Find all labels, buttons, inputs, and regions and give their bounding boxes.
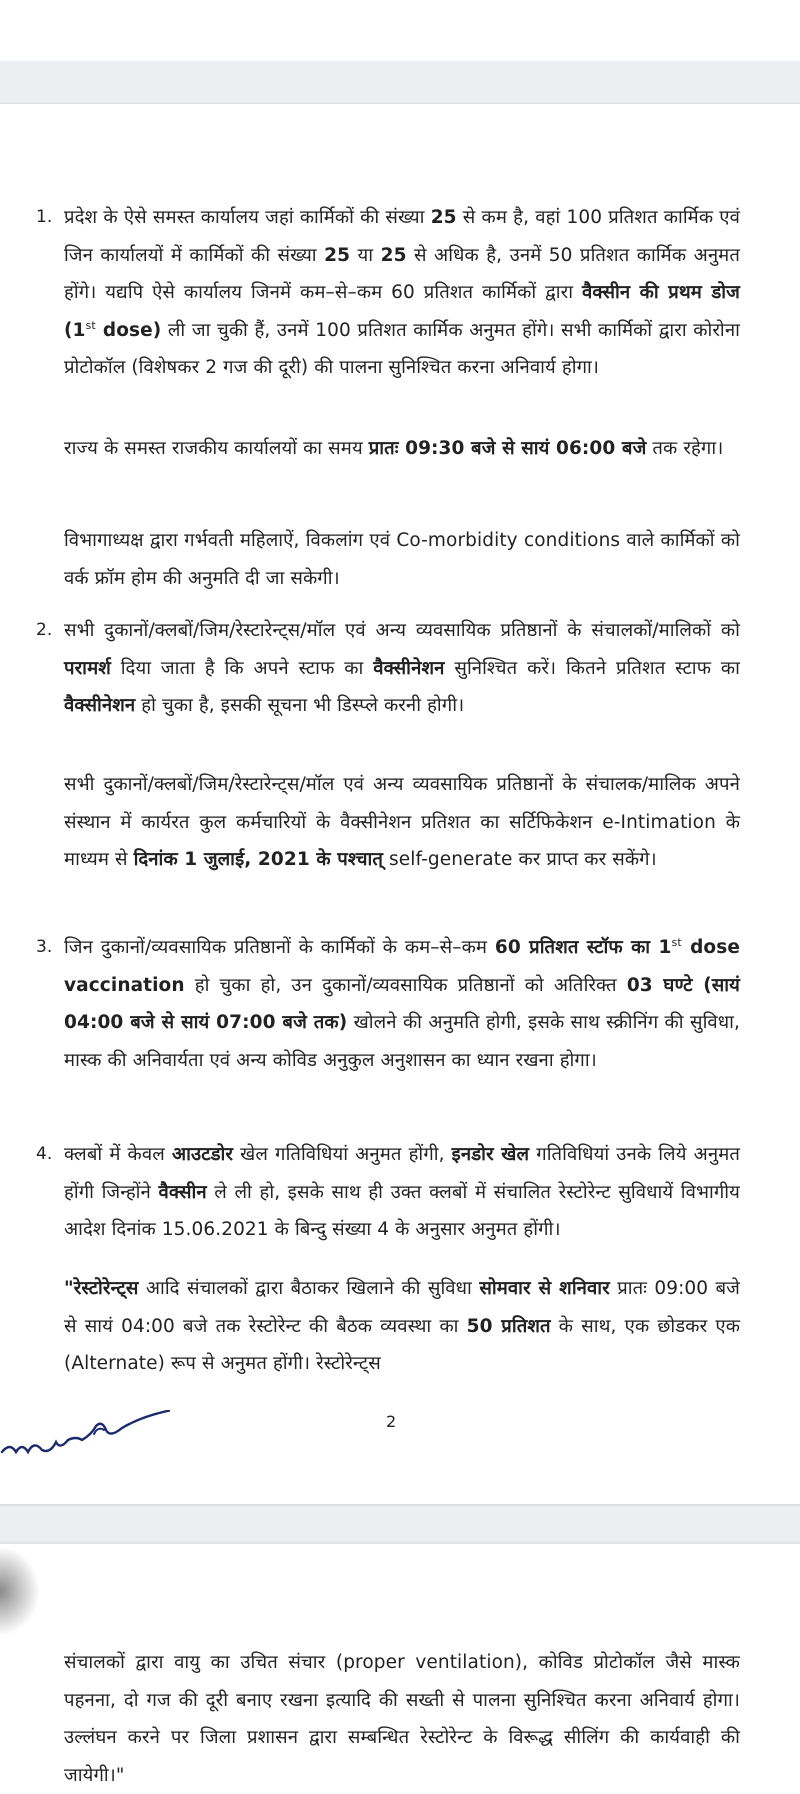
item-2-certification: सभी दुकानों/क्लबों/जिम/रेस्टारेन्ट्स/मॉल एवं अन्य व्यवसायिक प्रतिष्ठानों के संचालक/मालिक अपने संस्थान में कार्यरत कुल कर्मचारियों के वैक्सीनेशन प्रतिशत का सर्टिफिकेशन e-Intimation के माध्यम से दिनांक 1 जुलाई, 2021 के पश्चात् self-generate कर प्राप्त कर सकेंगे। xyxy=(64,774,740,870)
top-page-gap xyxy=(0,0,800,104)
item-3-paragraph: जिन दुकानों/व्यवसायिक प्रतिष्ठानों के कार्मिकों के कम–से–कम 60 प्रतिशत स्टॉफ का 1st dose vaccination हो चुका हो, उन दुकानों/व्यवसायिक प्रतिष्ठानों को अतिरिक्त 03 घण्टे (सायं 04:00 बजे से सायं 07:00 बजे तक) खोलने की अनुमति होगी, इसके साथ स्क्रीनिंग की सुविधा, मास्क की अनिवार्यता एवं अन्य कोविड अनुकुल अनुशासन का ध्यान रखना होगा। xyxy=(64,935,741,1071)
page-separator xyxy=(0,1504,800,1544)
item-1-work-from-home: विभागाध्यक्ष द्वारा गर्भवती महिलाऐं, विकलांग एवं Co-morbidity conditions वाले कार्मिकों को वर्क फ्रॉम होम की अनुमति दी जा सकेगी। xyxy=(64,530,740,589)
item-number: 4. xyxy=(36,1144,53,1164)
finger-shadow xyxy=(0,1546,40,1636)
item-2-paragraph: सभी दुकानों/क्लबों/जिम/रेस्टारेन्ट्स/मॉल एवं अन्य व्यवसायिक प्रतिष्ठानों के संचालकों/मालिकों को परामर्श दिया जाता है कि अपने स्टाफ का वैक्सीनेशन सुनिश्चित करें। कितने प्रतिशत स्टाफ का वैक्सीनेशन हो चुका है, इसकी सूचना भी डिस्प्ले करनी होगी। xyxy=(64,620,740,716)
next-page-paragraph: संचालकों द्वारा वायु का उचित संचार (proper ventilation), कोविड प्रोटोकॉल जैसे मास्क पहनना, दो गज की दूरी बनाए रखना इत्यादि की सख्ती से पालना सुनिश्चित करना अनिवार्य होगा। उल्लंघन करने पर जिला प्रशासन द्वारा सम्बन्धित रेस्टोरेन्ट के विरूद्ध सीलिंग की कार्यवाही की जायेगी।" xyxy=(64,1652,740,1786)
item-4-paragraph: क्लबों में केवल आउटडोर खेल गतिविधियां अनुमत होंगी, इनडोर खेल गतिविधियां उनके लिये अनुमत होंगी जिन्होंने वैक्सीन ले ली हो, इसके साथ ही उक्त क्लबों में संचालित रेस्टोरेन्ट सुविधायें विभागीय आदेश दिनांक 15.06.2021 के बिन्दु संख्या 4 के अनुसार अनुमत होंगी। xyxy=(64,1144,740,1240)
page-number: 2 xyxy=(386,1412,397,1431)
item-1-office-hours: राज्य के समस्त राजकीय कार्यालयों का समय प्रातः 09:30 बजे से सायं 06:00 बजे तक रहेगा। xyxy=(64,438,724,459)
signature xyxy=(0,1410,170,1470)
item-1-paragraph: प्रदेश के ऐसे समस्त कार्यालय जहां कार्मिकों की संख्या 25 से कम है, वहां 100 प्रतिशत कार्मिक एवं जिन कार्यालयों में कार्मिकों की संख्या 25 या 25 से अधिक है, उनमें 50 प्रतिशत कार्मिक अनुमत होंगे। यद्यपि ऐसे कार्यालय जिनमें कम–से–कम 60 प्रतिशत कार्मिकों द्वारा वैक्सीन की प्रथम डोज (1st dose) ली जा चुकी हैं, उनमें 100 प्रतिशत कार्मिक अनुमत होंगे। सभी कार्मिकों द्वारा कोरोना प्रोटोकॉल (विशेषकर 2 गज की दूरी) की पालना सुनिश्चित करना अनिवार्य होगा। xyxy=(64,207,740,378)
item-number: 3. xyxy=(36,937,53,957)
item-number: 1. xyxy=(36,207,53,227)
item-number: 2. xyxy=(36,620,53,640)
item-4-restaurants: "रेस्टोरेन्ट्स आदि संचालकों द्वारा बैठाकर खिलाने की सुविधा सोमवार से शनिवार प्रातः 09:00 बजे से सायं 04:00 बजे तक रेस्टोरेन्ट की बैठक व्यवस्था का 50 प्रतिशत के साथ, एक छोडकर एक (Alternate) रूप से अनुमत होंगी। रेस्टोरेन्ट्स xyxy=(64,1278,741,1374)
